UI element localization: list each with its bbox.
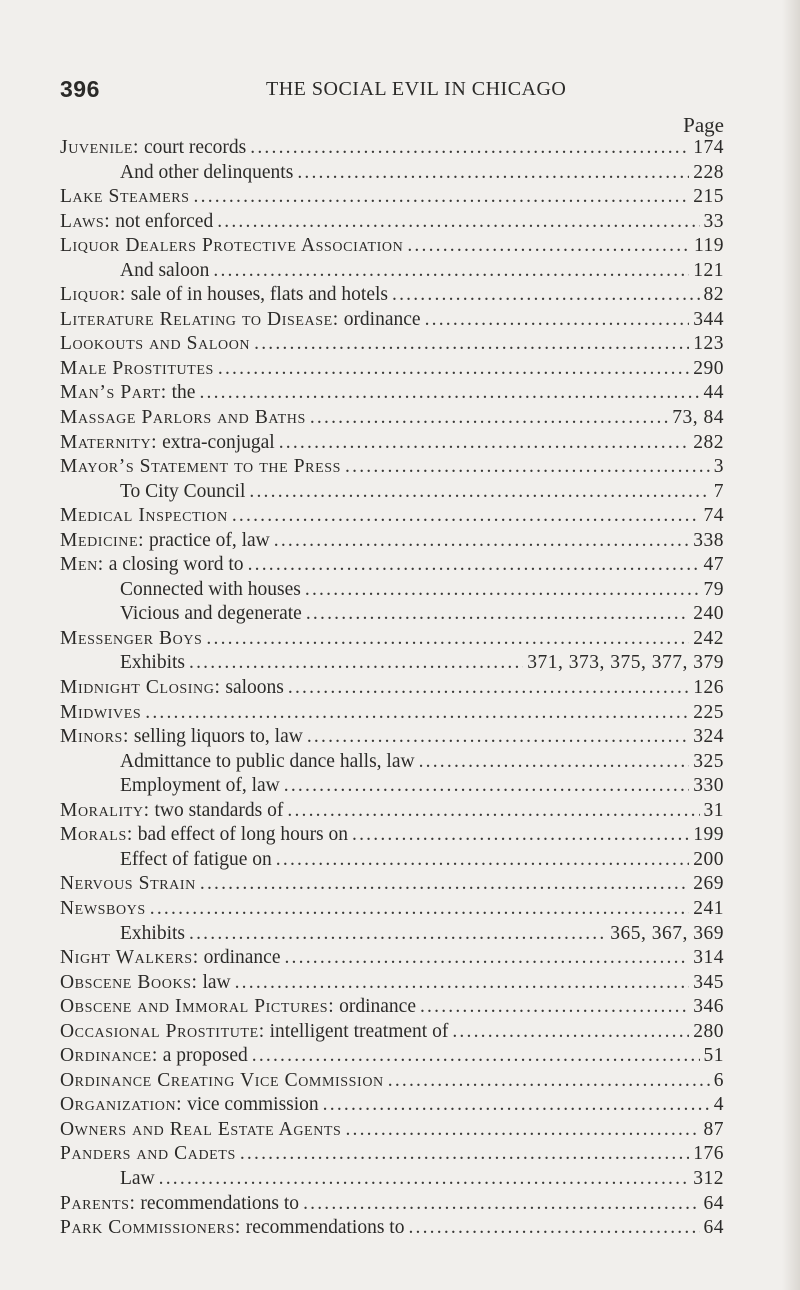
entry-pages: 33 bbox=[703, 210, 724, 232]
entry-pages: 3 bbox=[713, 456, 724, 478]
entry-label bbox=[120, 652, 185, 674]
dot-leader bbox=[297, 162, 689, 184]
entry-label bbox=[60, 284, 388, 306]
dot-leader bbox=[392, 284, 700, 306]
index-entry bbox=[60, 407, 724, 432]
entry-pages: 73, 84 bbox=[672, 407, 724, 429]
entry-subject: Vicious and degenerate bbox=[120, 603, 302, 625]
entry-label bbox=[60, 505, 228, 527]
entry-subject: And saloon bbox=[120, 259, 210, 281]
entry-subject: saloons bbox=[220, 677, 284, 699]
entry-subject: And other delinquents bbox=[120, 161, 294, 183]
entry-pages: 330 bbox=[693, 775, 724, 797]
entry-subject: Admittance to public dance halls, law bbox=[120, 750, 415, 772]
entry-subject: a closing word to bbox=[103, 554, 244, 576]
entry-pages: 242 bbox=[693, 627, 724, 649]
index-subentry bbox=[60, 849, 724, 874]
entry-heading: Morality: bbox=[60, 799, 150, 821]
dot-leader bbox=[388, 1070, 710, 1092]
entry-label bbox=[60, 235, 403, 257]
entry-label bbox=[120, 579, 301, 601]
entry-subject: vice commission bbox=[182, 1094, 319, 1116]
index-subentry bbox=[60, 1168, 724, 1193]
entry-heading: Mayor’s Statement to the Press bbox=[60, 456, 342, 478]
dot-leader bbox=[323, 1094, 710, 1116]
entry-subject: Exhibits bbox=[120, 652, 186, 674]
entry-pages: 6 bbox=[713, 1069, 724, 1091]
entry-label bbox=[60, 309, 421, 331]
entry-pages: 64 bbox=[703, 1192, 724, 1214]
entry-label bbox=[120, 481, 245, 503]
entry-label bbox=[60, 1217, 404, 1239]
entry-subject: Employment of, law bbox=[120, 775, 280, 797]
index-subentry bbox=[60, 603, 724, 628]
entry-label bbox=[60, 530, 270, 552]
index-entry bbox=[60, 382, 724, 407]
dot-leader bbox=[307, 726, 689, 748]
entry-heading: Liquor: bbox=[60, 284, 126, 306]
entry-heading: Liquor Dealers Protective Association bbox=[60, 235, 404, 257]
dot-leader bbox=[420, 996, 689, 1018]
entry-subject: sale of in houses, flats and hotels bbox=[125, 284, 388, 306]
entry-subject: Exhibits bbox=[120, 922, 186, 944]
dot-leader bbox=[240, 1143, 689, 1165]
entry-label bbox=[60, 726, 303, 748]
entry-pages: 126 bbox=[693, 677, 724, 699]
index-entry bbox=[60, 1021, 724, 1046]
entry-pages: 282 bbox=[693, 431, 724, 453]
entry-heading: Man’s Part: bbox=[60, 382, 167, 404]
entry-subject: Connected with houses bbox=[120, 578, 301, 600]
entry-heading: Midnight Closing: bbox=[60, 677, 221, 699]
entry-pages: 74 bbox=[703, 505, 724, 527]
entry-heading: Lake Steamers bbox=[60, 186, 190, 208]
entry-pages: 119 bbox=[693, 235, 724, 257]
entry-heading: Parents: bbox=[60, 1192, 136, 1214]
entry-label bbox=[60, 1094, 319, 1116]
entry-subject: Effect of fatigue on bbox=[120, 848, 272, 870]
dot-leader bbox=[274, 530, 689, 552]
entry-heading: Morals: bbox=[60, 824, 133, 846]
dot-leader bbox=[284, 775, 689, 797]
index-entry bbox=[60, 505, 724, 530]
entry-subject: selling liquors to, law bbox=[128, 726, 303, 748]
entry-subject: ordinance bbox=[334, 996, 416, 1018]
dot-leader bbox=[287, 800, 699, 822]
index-entry bbox=[60, 530, 724, 555]
entry-label bbox=[60, 432, 275, 454]
entry-pages: 345 bbox=[693, 971, 724, 993]
entry-heading: Newsboys bbox=[60, 897, 146, 919]
entry-pages: 314 bbox=[693, 947, 724, 969]
entry-pages: 269 bbox=[693, 873, 724, 895]
entry-subject: recommendations to bbox=[240, 1217, 405, 1239]
entry-pages: 365, 367, 369 bbox=[610, 922, 724, 944]
entry-pages: 338 bbox=[693, 529, 724, 551]
index-subentry bbox=[60, 162, 724, 187]
entry-pages: 290 bbox=[693, 357, 724, 379]
entry-label bbox=[60, 1021, 448, 1043]
dot-leader bbox=[310, 407, 668, 429]
entry-label bbox=[60, 186, 190, 208]
dot-leader bbox=[352, 824, 689, 846]
entry-pages: 123 bbox=[693, 333, 724, 355]
dot-leader bbox=[407, 235, 690, 257]
entry-subject: the bbox=[166, 382, 196, 404]
entry-heading: Massage Parlors and Baths bbox=[60, 407, 306, 429]
index-subentry bbox=[60, 751, 724, 776]
entry-pages: 47 bbox=[703, 554, 724, 576]
index-entry bbox=[60, 1193, 724, 1218]
entry-heading: Obscene Books: bbox=[60, 971, 198, 993]
entry-label bbox=[60, 800, 283, 822]
entry-label bbox=[60, 824, 348, 846]
entry-heading: Male Prostitutes bbox=[60, 357, 214, 379]
index-entry bbox=[60, 1217, 724, 1242]
index-entry bbox=[60, 726, 724, 751]
entry-label bbox=[60, 382, 195, 404]
entry-label bbox=[60, 137, 246, 159]
entry-heading: Ordinance: bbox=[60, 1045, 158, 1067]
entry-heading: Medicine: bbox=[60, 529, 145, 551]
entry-heading: Juvenile: bbox=[60, 137, 140, 158]
entry-pages: 312 bbox=[693, 1167, 724, 1189]
entry-label bbox=[120, 923, 185, 945]
entry-subject: not enforced bbox=[110, 210, 214, 232]
dot-leader bbox=[345, 1119, 699, 1141]
dot-leader bbox=[213, 260, 689, 282]
entry-pages: 7 bbox=[713, 480, 724, 502]
index-entry bbox=[60, 1119, 724, 1144]
dot-leader bbox=[254, 333, 689, 355]
entry-pages: 228 bbox=[693, 161, 724, 183]
dot-leader bbox=[408, 1217, 699, 1239]
entry-label bbox=[60, 554, 244, 576]
dot-leader bbox=[425, 309, 690, 331]
index-subentry bbox=[60, 923, 724, 948]
entry-pages: 87 bbox=[703, 1118, 724, 1140]
page-header bbox=[60, 76, 760, 116]
entry-label bbox=[60, 873, 196, 895]
entry-pages: 240 bbox=[693, 603, 724, 625]
entry-pages: 200 bbox=[693, 848, 724, 870]
entry-heading: Occasional Prostitute: bbox=[60, 1020, 265, 1042]
entry-label bbox=[60, 947, 280, 969]
entry-pages: 371, 373, 375, 377, 379 bbox=[527, 652, 724, 674]
entry-heading: Minors: bbox=[60, 726, 129, 748]
entry-pages: 121 bbox=[693, 259, 724, 281]
entry-pages: 325 bbox=[693, 750, 724, 772]
entry-label bbox=[60, 628, 202, 650]
dot-leader bbox=[305, 579, 700, 601]
index-entry bbox=[60, 824, 724, 849]
entry-pages: 199 bbox=[693, 824, 724, 846]
dot-leader bbox=[249, 481, 709, 503]
index-subentry bbox=[60, 652, 724, 677]
index-entry bbox=[60, 456, 724, 481]
index-entry bbox=[60, 972, 724, 997]
entry-pages: 215 bbox=[693, 186, 724, 208]
index-entry bbox=[60, 284, 724, 309]
entry-heading: Literature Relating to Disease: bbox=[60, 308, 339, 330]
entry-heading: Owners and Real Estate Agents bbox=[60, 1118, 342, 1140]
entry-subject: two standards of bbox=[149, 799, 284, 821]
index-entry bbox=[60, 702, 724, 727]
index-entry bbox=[60, 1045, 724, 1070]
entry-label bbox=[120, 751, 415, 773]
index-entry bbox=[60, 211, 724, 236]
dot-leader bbox=[159, 1168, 690, 1190]
entry-label bbox=[60, 972, 231, 994]
entry-subject: practice of, law bbox=[144, 529, 270, 551]
index-subentry bbox=[60, 579, 724, 604]
entry-heading: Night Walkers: bbox=[60, 947, 199, 969]
dot-leader bbox=[189, 923, 606, 945]
entry-heading: Obscene and Immoral Pictures: bbox=[60, 996, 335, 1018]
entry-label bbox=[60, 1143, 236, 1165]
index-entry bbox=[60, 358, 724, 383]
entry-subject: a proposed bbox=[157, 1045, 248, 1067]
entry-label bbox=[120, 603, 302, 625]
entry-pages: 51 bbox=[703, 1045, 724, 1067]
dot-leader bbox=[288, 677, 689, 699]
dot-leader bbox=[218, 358, 689, 380]
dot-leader bbox=[232, 505, 700, 527]
entry-pages: 225 bbox=[693, 701, 724, 723]
entry-subject: intelligent treatment of bbox=[264, 1020, 449, 1042]
page-column-heading: Page bbox=[683, 113, 724, 137]
entry-label bbox=[120, 775, 280, 797]
entry-label bbox=[60, 1193, 299, 1215]
dot-leader bbox=[279, 432, 690, 454]
page-edge-shadow bbox=[782, 0, 800, 1290]
entry-subject: extra-conjugal bbox=[157, 431, 275, 453]
index-entry bbox=[60, 947, 724, 972]
entry-pages: 324 bbox=[693, 726, 724, 748]
dot-leader bbox=[452, 1021, 689, 1043]
index-entry bbox=[60, 898, 724, 923]
entry-heading: Midwives bbox=[60, 701, 142, 723]
entry-pages: 31 bbox=[703, 799, 724, 821]
entry-heading: Park Commissioners: bbox=[60, 1217, 241, 1239]
index-entry bbox=[60, 186, 724, 211]
entry-heading: Medical Inspection bbox=[60, 505, 228, 527]
index-entry bbox=[60, 996, 724, 1021]
entry-subject: Law bbox=[120, 1167, 155, 1189]
index-entry bbox=[60, 800, 724, 825]
dot-leader bbox=[248, 554, 700, 576]
dot-leader bbox=[194, 186, 690, 208]
index-entry bbox=[60, 309, 724, 334]
index-subentry bbox=[60, 260, 724, 285]
entry-heading: Messenger Boys bbox=[60, 627, 203, 649]
dot-leader bbox=[217, 211, 699, 233]
entry-subject: bad effect of long hours on bbox=[132, 824, 349, 846]
index-subentry bbox=[60, 775, 724, 800]
index-entry bbox=[60, 1094, 724, 1119]
entry-pages: 280 bbox=[693, 1020, 724, 1042]
entry-heading: Ordinance Creating Vice Commission bbox=[60, 1069, 384, 1091]
entry-heading: Nervous Strain bbox=[60, 873, 196, 895]
dot-leader bbox=[145, 702, 689, 724]
dot-leader bbox=[306, 603, 689, 625]
entry-label bbox=[120, 162, 293, 184]
dot-leader bbox=[206, 628, 689, 650]
entry-label bbox=[60, 407, 306, 429]
dot-leader bbox=[150, 898, 689, 920]
entry-pages: 174 bbox=[693, 137, 724, 158]
entry-heading: Maternity: bbox=[60, 431, 158, 453]
entry-subject: law bbox=[197, 971, 231, 993]
entry-heading: Men: bbox=[60, 554, 104, 576]
index-entry bbox=[60, 137, 724, 162]
dot-leader bbox=[199, 382, 699, 404]
entry-label bbox=[120, 1168, 155, 1190]
entry-label bbox=[60, 1045, 248, 1067]
entry-pages: 82 bbox=[703, 284, 724, 306]
page-number: 396 bbox=[60, 76, 100, 102]
entry-label bbox=[60, 898, 146, 920]
entry-label bbox=[60, 333, 250, 355]
dot-leader bbox=[200, 873, 689, 895]
entry-label bbox=[60, 211, 213, 233]
entry-label bbox=[60, 702, 141, 724]
entry-label bbox=[60, 456, 341, 478]
entry-pages: 44 bbox=[703, 382, 724, 404]
entry-label bbox=[60, 358, 214, 380]
entry-subject: To City Council bbox=[120, 480, 246, 502]
index-entry bbox=[60, 432, 724, 457]
entry-subject: ordinance bbox=[338, 308, 421, 330]
entry-label bbox=[120, 849, 272, 871]
entry-heading: Lookouts and Saloon bbox=[60, 333, 251, 355]
dot-leader bbox=[276, 849, 689, 871]
entry-pages: 344 bbox=[693, 308, 724, 330]
entry-pages: 241 bbox=[693, 897, 724, 919]
index-entry bbox=[60, 1070, 724, 1095]
dot-leader bbox=[252, 1045, 700, 1067]
entry-heading: Panders and Cadets bbox=[60, 1143, 236, 1165]
entry-heading: Organization: bbox=[60, 1094, 183, 1116]
index-entry bbox=[60, 235, 724, 260]
dot-leader bbox=[345, 456, 710, 478]
entry-subject: recommendations to bbox=[135, 1192, 300, 1214]
running-head: THE SOCIAL EVIL IN CHICAGO bbox=[266, 78, 567, 100]
entry-pages: 64 bbox=[703, 1217, 724, 1239]
entry-heading: Laws: bbox=[60, 210, 111, 232]
dot-leader bbox=[250, 137, 689, 159]
index-entry bbox=[60, 628, 724, 653]
entry-label bbox=[60, 1070, 384, 1092]
index-entry bbox=[60, 1143, 724, 1168]
entry-pages: 346 bbox=[693, 996, 724, 1018]
dot-leader bbox=[303, 1193, 699, 1215]
index-entry bbox=[60, 333, 724, 358]
index-subentry bbox=[60, 481, 724, 506]
entry-pages: 176 bbox=[693, 1143, 724, 1165]
index-entry bbox=[60, 554, 724, 579]
entry-label bbox=[60, 677, 284, 699]
entry-subject: court records bbox=[139, 137, 247, 158]
entry-pages: 4 bbox=[713, 1094, 724, 1116]
dot-leader bbox=[189, 652, 523, 674]
entry-label bbox=[60, 1119, 341, 1141]
entry-subject: ordinance bbox=[198, 947, 281, 969]
index-list bbox=[60, 137, 724, 1242]
index-entry bbox=[60, 873, 724, 898]
entry-label bbox=[60, 996, 416, 1018]
index-entry bbox=[60, 677, 724, 702]
dot-leader bbox=[235, 972, 690, 994]
entry-pages: 79 bbox=[703, 578, 724, 600]
dot-leader bbox=[284, 947, 689, 969]
entry-label bbox=[120, 260, 209, 282]
dot-leader bbox=[419, 751, 690, 773]
